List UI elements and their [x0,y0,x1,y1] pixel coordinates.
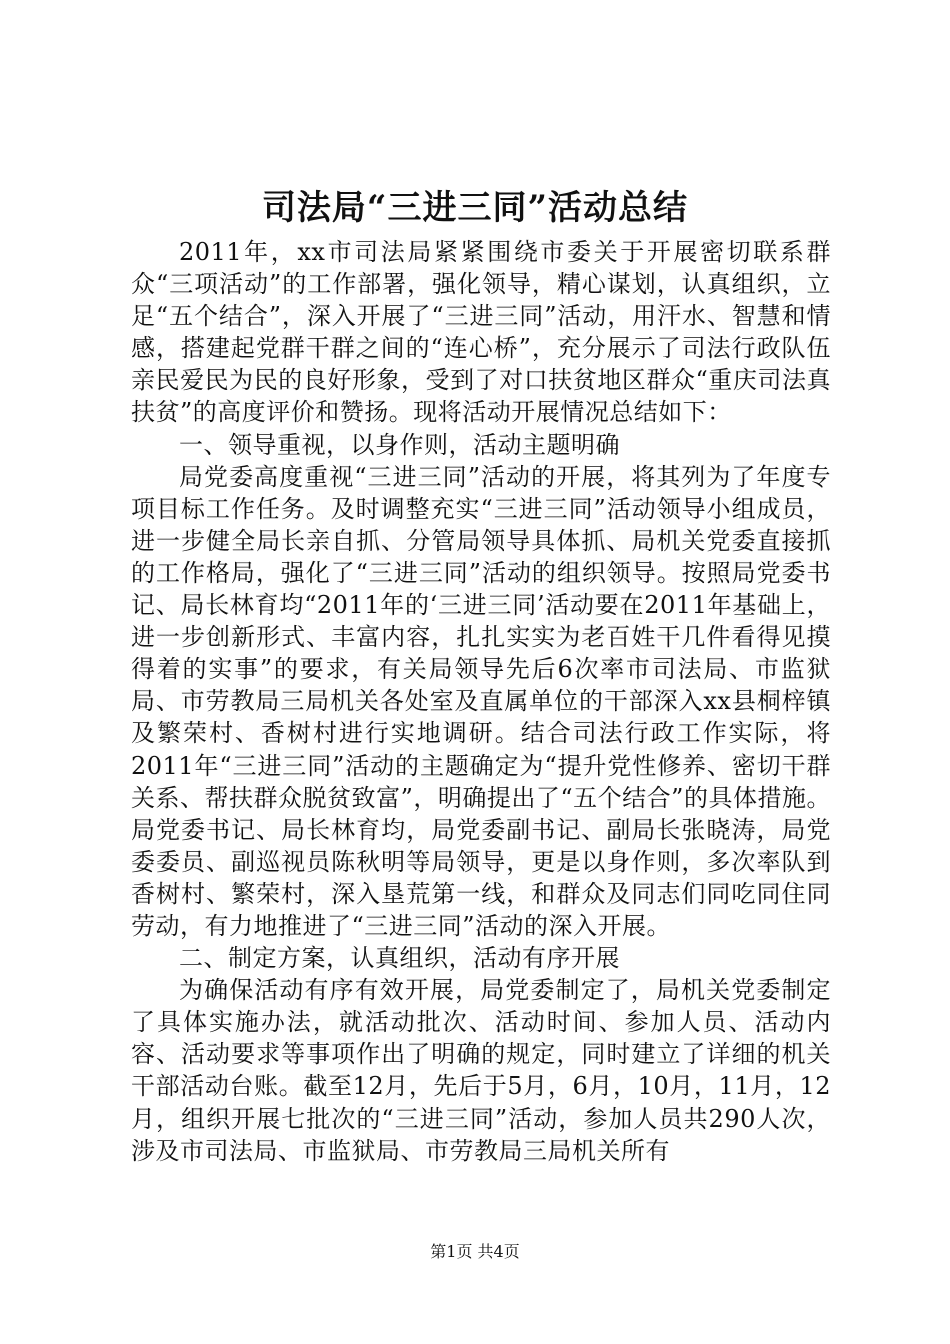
section-heading-2: 二、制定方案，认真组织，活动有序开展 [179,944,620,973]
section-1-paragraph: 局党委高度重视“三进三同”活动的开展，将其列为了年度专项目标工作任务。及时调整充实“三进三同”活动领导小组成员，进一步健全局长亲自抓、分管局领导具体抓、局机关党委直接抓的工作格局，强化了“三进三同”活动的组织领导。按照局党委书记、局长林育均“2011年的‘三进三同’活动要在2011年基础上，进一步创新形式、丰富内容，扎扎实实为老百姓干几件看得见摸得着的实事”的要求，有关局领导先后6次率市司法局、市监狱局、市劳教局三局机关各处室及直属单位的干部深入xx县桐梓镇及繁荣村、香树村进行实地调研。结合司法行政工作实际，将2011年“三进三同”活动的主题确定为“提升党性修养、密切干群关系、帮扶群众脱贫致富”，明确提出了“五个结合”的具体措施。局党委书记、局长林育均，局党委副书记、副局长张晓涛，局党委委员、副巡视员陈秋明等局领导，更是以身作则，多次率队到香树村、繁荣村，深入垦荒第一线，和群众及同志们同吃同住同劳动，有力地推进了“三进三同”活动的深入开展。 [131,462,831,940]
document-body [131,236,831,1167]
document-title: 司法局“三进三同”活动总结 [261,188,689,228]
page-footer [0,1242,950,1262]
section-heading-1: 一、领导重视，以身作则，活动主题明确 [179,430,620,459]
intro-paragraph: 2011年，xx市司法局紧紧围绕市委关于开展密切联系群众“三项活动”的工作部署，强化领导，精心谋划，认真组织，立足“五个结合”，深入开展了“三进三同”活动，用汗水、智慧和情感，搭建起党群干群之间的“连心桥”，充分展示了司法行政队伍亲民爱民为民的良好形象，受到了对口扶贫地区群众“重庆司法真扶贫”的高度评价和赞扬。现将活动开展情况总结如下： [131,238,831,427]
page-indicator: 第1页 共4页 [430,1242,520,1261]
section-2-paragraph: 为确保活动有序有效开展，局党委制定了，局机关党委制定了具体实施办法，就活动批次、活动时间、参加人员、活动内容、活动要求等事项作出了明确的规定，同时建立了详细的机关干部活动台账。截至12月，先后于5月，6月，10月，11月，12月，组织开展七批次的“三进三同”活动，参加人员共290人次，涉及市司法局、市监狱局、市劳教局三局机关所有 [131,976,831,1165]
